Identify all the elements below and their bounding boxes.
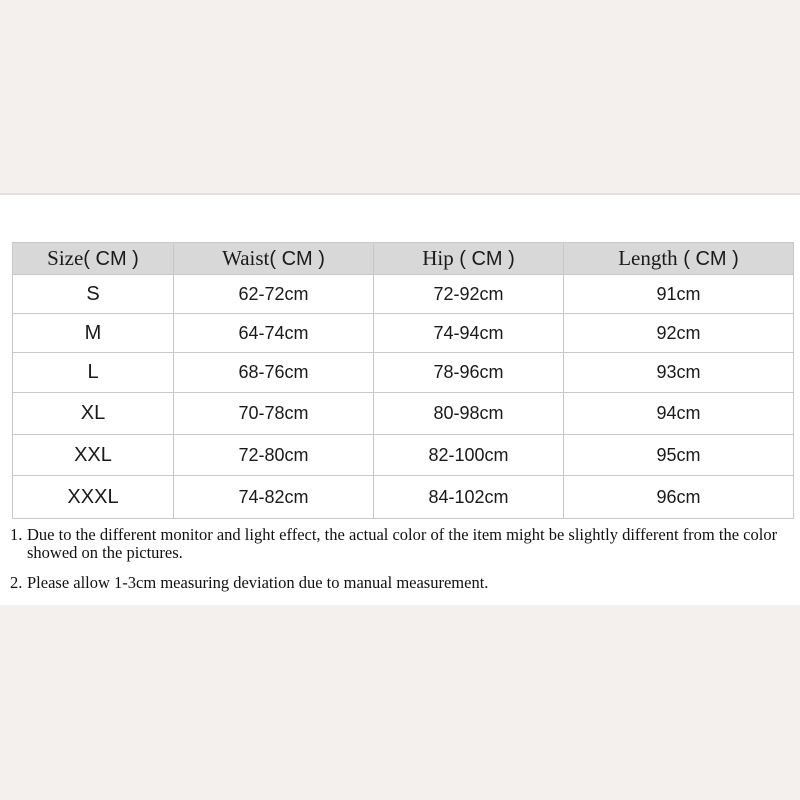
table-row (13, 393, 794, 435)
top-background-band (0, 0, 800, 193)
header-length-label: Length (618, 246, 678, 270)
cell-waist: 70-78cm (174, 393, 374, 435)
cell-size: XXXL (13, 476, 174, 519)
header-hip (374, 243, 564, 275)
cell-hip: 74-94cm (374, 314, 564, 353)
table-row (13, 476, 794, 519)
note-number: 1. (10, 525, 23, 544)
cell-waist: 74-82cm (174, 476, 374, 519)
header-length-unit: ( CM ) (677, 248, 739, 270)
header-size-label: Size (47, 246, 84, 270)
cell-waist: 68-76cm (174, 353, 374, 393)
bottom-background-band (0, 605, 800, 800)
header-length (564, 243, 794, 275)
cell-length: 93cm (564, 353, 794, 393)
note-number: 2. (10, 573, 23, 592)
cell-length: 95cm (564, 435, 794, 476)
cell-hip: 82-100cm (374, 435, 564, 476)
header-size-unit: ( CM ) (83, 248, 139, 270)
cell-length: 94cm (564, 393, 794, 435)
cell-waist: 62-72cm (174, 275, 374, 314)
cell-size: S (13, 275, 174, 314)
header-waist (174, 243, 374, 275)
cell-size: M (13, 314, 174, 353)
note-text: Due to the different monitor and light effect, the actual color of the item might be slightly different from the color showed on the pictures. (27, 525, 778, 562)
header-hip-label: Hip (422, 246, 454, 270)
note-text: Please allow 1-3cm measuring deviation due to manual measurement. (27, 573, 489, 592)
cell-hip: 80-98cm (374, 393, 564, 435)
cell-length: 92cm (564, 314, 794, 353)
panel-divider (0, 193, 800, 195)
table-row (13, 435, 794, 476)
cell-hip: 78-96cm (374, 353, 564, 393)
note-item (10, 574, 790, 592)
cell-hip: 84-102cm (374, 476, 564, 519)
notes-list (10, 526, 790, 604)
cell-size: XXL (13, 435, 174, 476)
cell-waist: 72-80cm (174, 435, 374, 476)
header-waist-label: Waist (222, 246, 270, 270)
cell-length: 96cm (564, 476, 794, 519)
table-header-row (13, 243, 794, 275)
table-row (13, 353, 794, 393)
table-row (13, 275, 794, 314)
header-waist-unit: ( CM ) (269, 248, 325, 270)
header-size (13, 243, 174, 275)
cell-size: L (13, 353, 174, 393)
header-hip-unit: ( CM ) (453, 248, 515, 270)
cell-length: 91cm (564, 275, 794, 314)
size-chart-table (12, 242, 794, 519)
cell-hip: 72-92cm (374, 275, 564, 314)
table-row (13, 314, 794, 353)
note-item (10, 526, 790, 562)
cell-size: XL (13, 393, 174, 435)
cell-waist: 64-74cm (174, 314, 374, 353)
